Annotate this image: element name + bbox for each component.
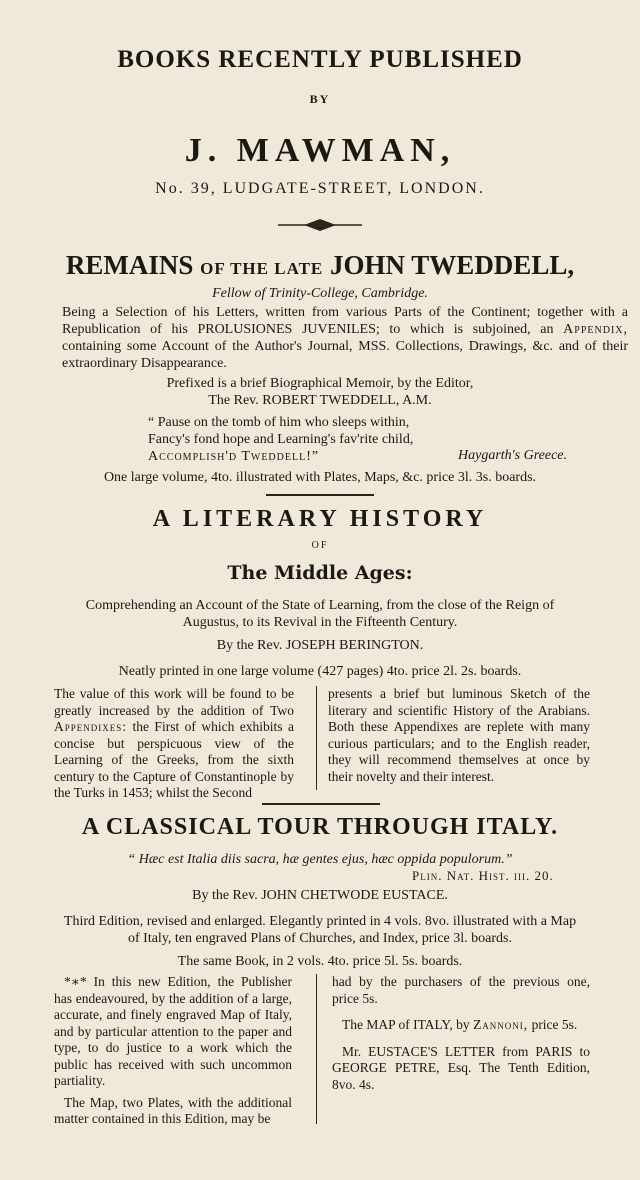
verse-line: “ Pause on the tomb of him who sleeps within, (148, 415, 410, 430)
column-divider (316, 974, 317, 1124)
section-rule (262, 803, 380, 805)
book2-column-right: presents a brief but luminous Sketch of the literary and scientific History of the Arabians. Both these Appendixes are replete with many curious particulars; and to the English reader, they will recommend themselves at once by their novelty and their interest. (328, 686, 590, 784)
book2-author: By the Rev. JOSEPH BERINGTON. (216, 638, 424, 653)
book2-column-left (54, 686, 294, 802)
book3-left-note: *∗* In this new Edition, the Publisher has endeavoured, by the addition of a large, accurate, and finely engraved Map of Italy, and by particular attention to the paper and type, to do justice to a work which the public has received with such uncommon partiality. (54, 974, 292, 1088)
book3-same-book: The same Book, in 2 vols. 4to. price 5l. 5s. boards. (177, 954, 463, 969)
by-label: BY (309, 92, 331, 106)
book3-map-author: Zannoni, (473, 1017, 529, 1032)
book3-letter-note: Mr. EUSTACE'S LETTER from PARIS to GEORGE PETRE, Esq. The Tenth Edition, 8vo. 4s. (332, 1043, 590, 1092)
publisher-address: No. 39, LUDGATE-STREET, LONDON. (155, 180, 485, 197)
book2-left-appendixes: Appendixes: (54, 719, 128, 734)
book3-column-left (54, 974, 292, 1128)
book1-title-part: OF THE LATE (200, 259, 324, 278)
section-rule (266, 494, 374, 496)
book3-quote-source: Plin. Nat. Hist. iii. 20. (412, 868, 554, 883)
book3-map-text: The MAP of ITALY, by (342, 1017, 470, 1032)
book1-subtitle: Fellow of Trinity-College, Cambridge. (212, 286, 428, 301)
book1-price: One large volume, 4to. illustrated with Plates, Maps, &c. price 3l. 3s. boards. (103, 470, 537, 485)
book3-map-note (332, 1017, 590, 1034)
book1-description (62, 304, 628, 372)
book2-left-text: The value of this work will be found to be greatly increased by the addition of Two (54, 686, 294, 718)
book3-right-note: had by the purchasers of the previous one, price 5s. (332, 974, 590, 1006)
verse-line: Fancy's fond hope and Learning's fav'rite child, (148, 432, 414, 447)
book2-title: A LITERARY HISTORY (152, 506, 488, 532)
book1-editor: The Rev. ROBERT TWEDDELL, A.M. (208, 393, 432, 408)
book1-title-part: REMAINS (65, 250, 194, 280)
column-divider (316, 686, 317, 790)
book1-desc-text: Being a Selection of his Letters, written from various Parts of the Continent; together with a Republication of his PROLUSIONES JUVENILES; to which is subjoined, an (62, 305, 628, 337)
book2-left-text: the First of which exhibits a concise but perspicuous view of the Learning of the Greeks, from the sixth century to the Capture of Constantinople by the Turks in 1453; whilst the Second (54, 719, 295, 800)
book3-column-right (332, 974, 590, 1093)
book3-title: A CLASSICAL TOUR THROUGH ITALY. (81, 814, 559, 840)
book3-quote: “ Hæc est Italia diis sacra, hæ gentes ejus, hæc oppida populorum.” (127, 852, 513, 867)
book2-price: Neatly printed in one large volume (427 pages) 4to. price 2l. 2s. boards. (118, 664, 522, 679)
book1-desc-appendix: Appendix, (563, 322, 629, 337)
book2-gothic-title: The Middle Ages: (227, 562, 413, 584)
book3-edition-line: of Italy, ten engraved Plans of Churches, and Index, price 3l. boards. (128, 931, 512, 946)
book2-of-label: OF (311, 540, 329, 551)
book1-verse (148, 414, 413, 465)
book1-desc-text: containing some Account of the Author's Journal, MSS. Collections, Drawings, &c. and of their extraordinary Disappearance. (62, 339, 628, 371)
book1-title-part: JOHN TWEDDELL, (330, 250, 575, 280)
book2-description-line: Comprehending an Account of the State of Learning, from the close of the Reign of (85, 598, 555, 613)
verse-line: Accomplish'd Tweddell!” (148, 449, 320, 464)
book1-memoir-line: Prefixed is a brief Biographical Memoir, by the Editor, (166, 376, 474, 391)
book1-title (0, 250, 640, 281)
book3-author: By the Rev. JOHN CHETWODE EUSTACE. (192, 888, 448, 903)
ornament-divider-icon (278, 218, 362, 232)
book2-description-line: Augustus, to its Revival in the Fifteenth Century. (182, 615, 458, 630)
book3-edition-line: Third Edition, revised and enlarged. Elegantly printed in 4 vols. 8vo. illustrated with a Map (63, 914, 577, 929)
book3-left-note: The Map, two Plates, with the additional matter contained in this Edition, may be (54, 1094, 292, 1126)
book3-map-text: price 5s. (531, 1017, 578, 1032)
page-heading: BOOKS RECENTLY PUBLISHED (117, 46, 523, 73)
publisher-name: J. MAWMAN, (184, 132, 456, 169)
book1-verse-source: Haygarth's Greece. (458, 448, 567, 463)
